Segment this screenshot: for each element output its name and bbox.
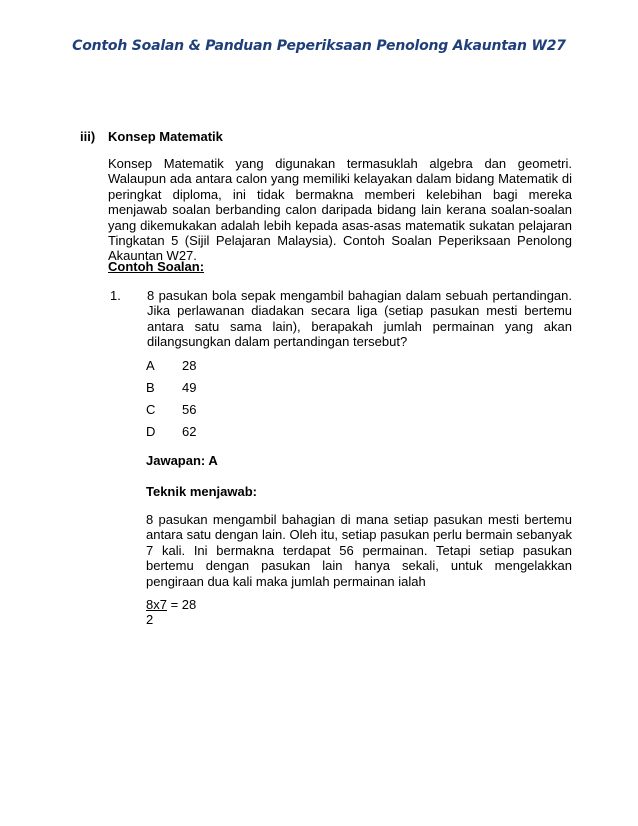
question-number: 1. bbox=[110, 288, 121, 303]
option-value: 28 bbox=[182, 358, 197, 373]
option-value: 49 bbox=[182, 380, 197, 395]
section-intro-paragraph: Konsep Matematik yang digunakan termasuklah algebra dan geometri. Walaupun ada antara calon yang memiliki kelayakan dalam bidang Matematik di peringkat diploma, ini tidak bermakna memberi kelebihan bagi mereka menjawab soalan berbanding calon daripada bidang lain kerana soalan-soalan yang dikemukakan adalah lebih kepada asas-asas matematik sukatan pelajaran Tingkatan 5 (Sijil Pelajaran Malaysia). Contoh Soalan Peperiksaan Penolong Akauntan W27. bbox=[108, 156, 572, 264]
formula bbox=[146, 597, 196, 628]
formula-result: = 28 bbox=[170, 597, 197, 612]
answer-option-b bbox=[146, 380, 196, 395]
option-letter: B bbox=[146, 380, 155, 395]
formula-denominator: 2 bbox=[146, 612, 154, 628]
technique-heading: Teknik menjawab: bbox=[146, 484, 258, 499]
option-letter: C bbox=[146, 402, 156, 417]
answer-option-a bbox=[146, 358, 196, 373]
technique-explanation: 8 pasukan mengambil bahagian di mana setiap pasukan mesti bertemu antara satu dengan lain. Oleh itu, setiap pasukan perlu bermain sebanyak 7 kali. Ini bermakna terdapat 56 permainan. Tetapi setiap pasukan bertemu dengan pasukan lain hanya sekali, untuk mengelakkan pengiraan dua kali maka jumlah permainan ialah bbox=[146, 512, 572, 589]
section-title: Konsep Matematik bbox=[108, 129, 223, 144]
answer-option-d bbox=[146, 424, 196, 439]
answer-label: Jawapan: A bbox=[146, 453, 218, 468]
option-value: 62 bbox=[182, 424, 197, 439]
section-number: iii) bbox=[80, 129, 96, 144]
option-value: 56 bbox=[182, 402, 197, 417]
sample-question-heading: Contoh Soalan: bbox=[108, 259, 205, 274]
formula-numerator: 8x7 bbox=[146, 597, 167, 612]
option-letter: A bbox=[146, 358, 155, 373]
question-text: 8 pasukan bola sepak mengambil bahagian dalam sebuah pertandingan. Jika perlawanan diadakan secara liga (setiap pasukan mesti bertemu antara satu sama lain), berapakah jumlah permainan yang akan dilangsungkan dalam pertandingan tersebut? bbox=[147, 288, 572, 350]
answer-option-c bbox=[146, 402, 196, 417]
page-header-title: Contoh Soalan & Panduan Peperiksaan Penolong Akauntan W27 bbox=[72, 38, 566, 54]
option-letter: D bbox=[146, 424, 156, 439]
